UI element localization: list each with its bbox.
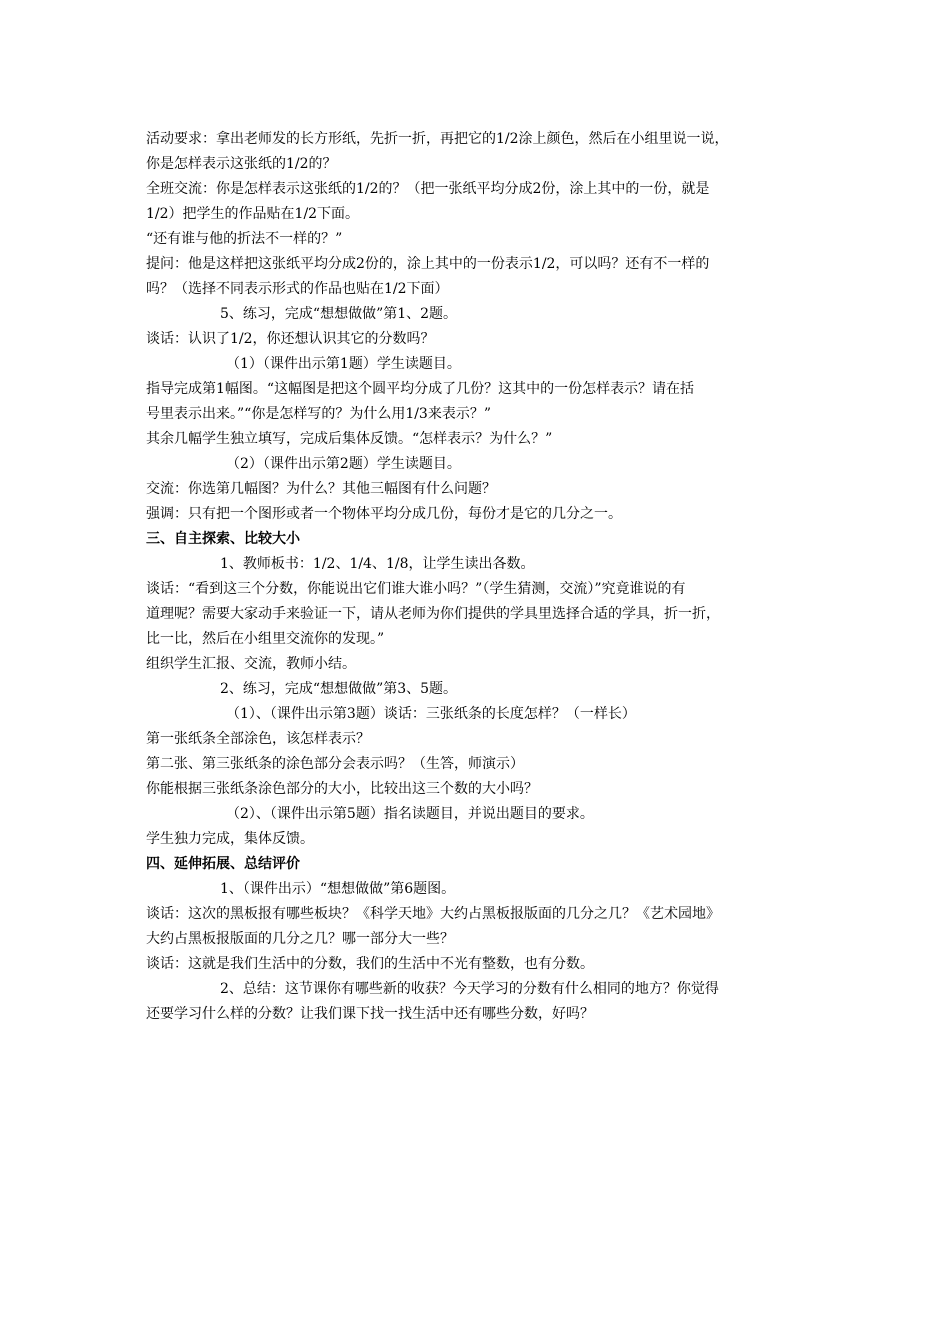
text-line: 第一张纸条全部涂色，该怎样表示？ — [146, 731, 370, 747]
text-line: “还有谁与他的折法不一样的？” — [146, 231, 343, 247]
section-heading: 四、延伸拓展、总结评价 — [146, 856, 300, 872]
text-line: 第二张、第三张纸条的涂色部分会表示吗？（生答，师演示） — [146, 756, 524, 772]
text-line: 全班交流：你是怎样表示这张纸的1/2的？（把一张纸平均分成2份，涂上其中的一份，就是 — [146, 181, 710, 197]
text-line: 提问：他是这样把这张纸平均分成2份的，涂上其中的一份表示1/2，可以吗？还有不一样的 — [146, 256, 710, 272]
text-line: 谈话：这就是我们生活中的分数，我们的生活中不光有整数，也有分数。 — [146, 956, 594, 972]
text-line: 1/2）把学生的作品贴在1/2下面。 — [146, 206, 360, 222]
text-line: 比一比，然后在小组里交流你的发现。” — [146, 631, 385, 647]
text-line: 交流：你选第几幅图？为什么？其他三幅图有什么问题？ — [146, 481, 496, 497]
text-line: 号里表示出来。”“你是怎样写的？为什么用1/3来表示？” — [146, 406, 492, 422]
text-line: 你能根据三张纸条涂色部分的大小，比较出这三个数的大小吗？ — [146, 781, 538, 797]
text-line: 谈话：认识了1/2，你还想认识其它的分数吗？ — [146, 331, 435, 347]
text-line: 1、（课件出示）“想想做做”第6题图。 — [220, 881, 456, 897]
text-line: 道理呢？需要大家动手来验证一下，请从老师为你们提供的学具里选择合适的学具，折一折， — [146, 606, 720, 622]
text-line: 强调：只有把一个图形或者一个物体平均分成几份，每份才是它的几分之一。 — [146, 506, 622, 522]
text-line: 吗？（选择不同表示形式的作品也贴在1/2下面） — [146, 281, 449, 297]
text-line: 谈话：“看到这三个分数，你能说出它们谁大谁小吗？”（学生猜测，交流）”究竟谁说的有 — [146, 581, 686, 597]
text-line: 你是怎样表示这张纸的1/2的？ — [146, 156, 337, 172]
section-heading: 三、自主探索、比较大小 — [146, 531, 300, 547]
text-line: 指导完成第1幅图。“这幅图是把这个圆平均分成了几份？这其中的一份怎样表示？请在括 — [146, 381, 695, 397]
text-line: 1、教师板书：1/2、1/4、1/8，让学生读出各数。 — [220, 556, 535, 572]
text-line: 组织学生汇报、交流，教师小结。 — [146, 656, 356, 672]
text-line: 2、练习，完成“想想做做”第3、5题。 — [220, 681, 458, 697]
text-line: （1）、（课件出示第3题）谈话：三张纸条的长度怎样？（一样长） — [226, 706, 636, 722]
text-line: （2）、（课件出示第5题）指名读题目，并说出题目的要求。 — [226, 806, 594, 822]
text-line: 大约占黑板报版面的几分之几？哪一部分大一些？ — [146, 931, 454, 947]
text-line: 学生独力完成，集体反馈。 — [146, 831, 314, 847]
text-line: 谈话：这次的黑板报有哪些板块？《科学天地》大约占黑板报版面的几分之几？《艺术园地》 — [146, 906, 720, 922]
text-line: 5、练习，完成“想想做做”第1、2题。 — [220, 306, 458, 322]
text-line: （1）（课件出示第1题）学生读题目。 — [226, 356, 461, 372]
document-body — [146, 127, 816, 1027]
text-line: （2）（课件出示第2题）学生读题目。 — [226, 456, 461, 472]
text-line: 活动要求：拿出老师发的长方形纸，先折一折，再把它的1/2涂上颜色，然后在小组里说一说， — [146, 131, 729, 147]
text-line: 其余几幅学生独立填写，完成后集体反馈。“怎样表示？为什么？” — [146, 431, 553, 447]
text-line: 2、总结：这节课你有哪些新的收获？今天学习的分数有什么相同的地方？你觉得 — [220, 981, 719, 997]
text-line: 还要学习什么样的分数？让我们课下找一找生活中还有哪些分数，好吗？ — [146, 1006, 594, 1022]
